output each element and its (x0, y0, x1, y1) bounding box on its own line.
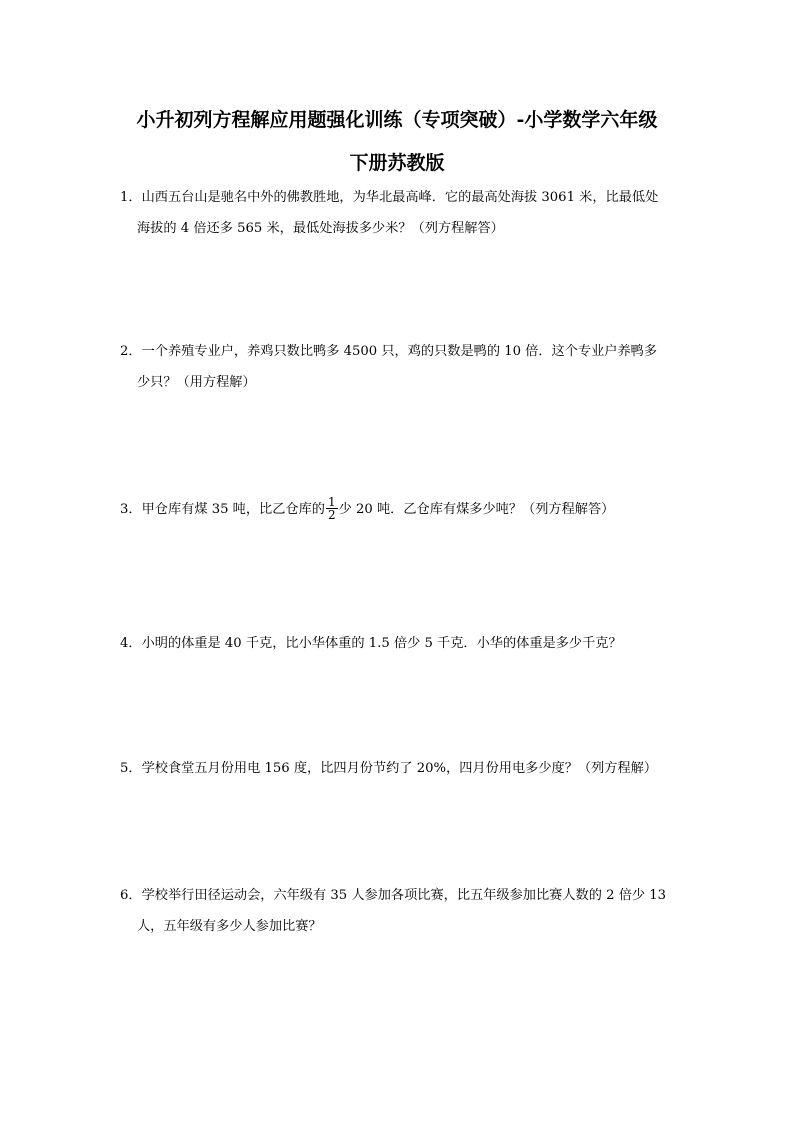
question-6 (120, 880, 680, 942)
question-4-text-1: 小明的体重是 40 千克，比小华体重的 1.5 倍少 5 千克．小华的体重是多少千克？ (141, 636, 622, 651)
question-2-text-2: 少只？（用方程解） (137, 375, 256, 390)
page-title-line-2: 下册苏教版 (349, 152, 445, 174)
question-6-line-1 (120, 880, 680, 911)
page-title-line-1: 小升初列方程解应用题强化训练（专项突破）-小学数学六年级 (136, 109, 658, 131)
question-3 (120, 494, 680, 525)
question-4-line-1 (120, 628, 680, 659)
question-1-number: 1． (120, 190, 142, 205)
fraction-one-half (326, 496, 338, 521)
question-1-text-1: 山西五台山是驰名中外的佛教胜地，为华北最高峰．它的最高处海拔 3061 米，比最低处 (141, 190, 659, 205)
question-2-number: 2． (120, 344, 142, 359)
question-3-line-1 (120, 494, 680, 525)
question-4 (120, 628, 680, 659)
fraction-numerator: 1 (328, 495, 336, 509)
question-1-text-2: 海拔的 4 倍还多 565 米，最低处海拔多少米？（列方程解答） (137, 221, 504, 236)
fraction-denominator: 2 (328, 508, 336, 522)
question-3-number: 3． (120, 502, 142, 517)
question-3-text-1: 甲仓库有煤 35 吨，比乙仓库的 (141, 502, 325, 517)
question-5 (120, 753, 680, 784)
question-3-text-2: 少 20 吨．乙仓库有煤多少吨？（列方程解答） (338, 502, 615, 517)
question-1-line-1 (120, 182, 680, 213)
question-5-line-1 (120, 753, 680, 784)
question-6-text-2: 人，五年级有多少人参加比赛？ (137, 919, 322, 934)
question-5-text-1: 学校食堂五月份用电 156 度，比四月份节约了 20%，四月份用电多少度？（列方程解） (141, 761, 658, 776)
question-6-text-1: 学校举行田径运动会，六年级有 35 人参加各项比赛，比五年级参加比赛人数的 2 倍少 13 (141, 888, 667, 903)
question-1 (120, 182, 680, 244)
question-6-number: 6． (120, 888, 142, 903)
question-4-number: 4． (120, 636, 142, 651)
question-2 (120, 336, 680, 398)
question-2-line-1 (120, 336, 680, 367)
question-2-text-1: 一个养殖专业户，养鸡只数比鸭多 4500 只，鸡的只数是鸭的 10 倍．这个专业户养鸭多 (141, 344, 658, 359)
question-5-number: 5． (120, 761, 142, 776)
